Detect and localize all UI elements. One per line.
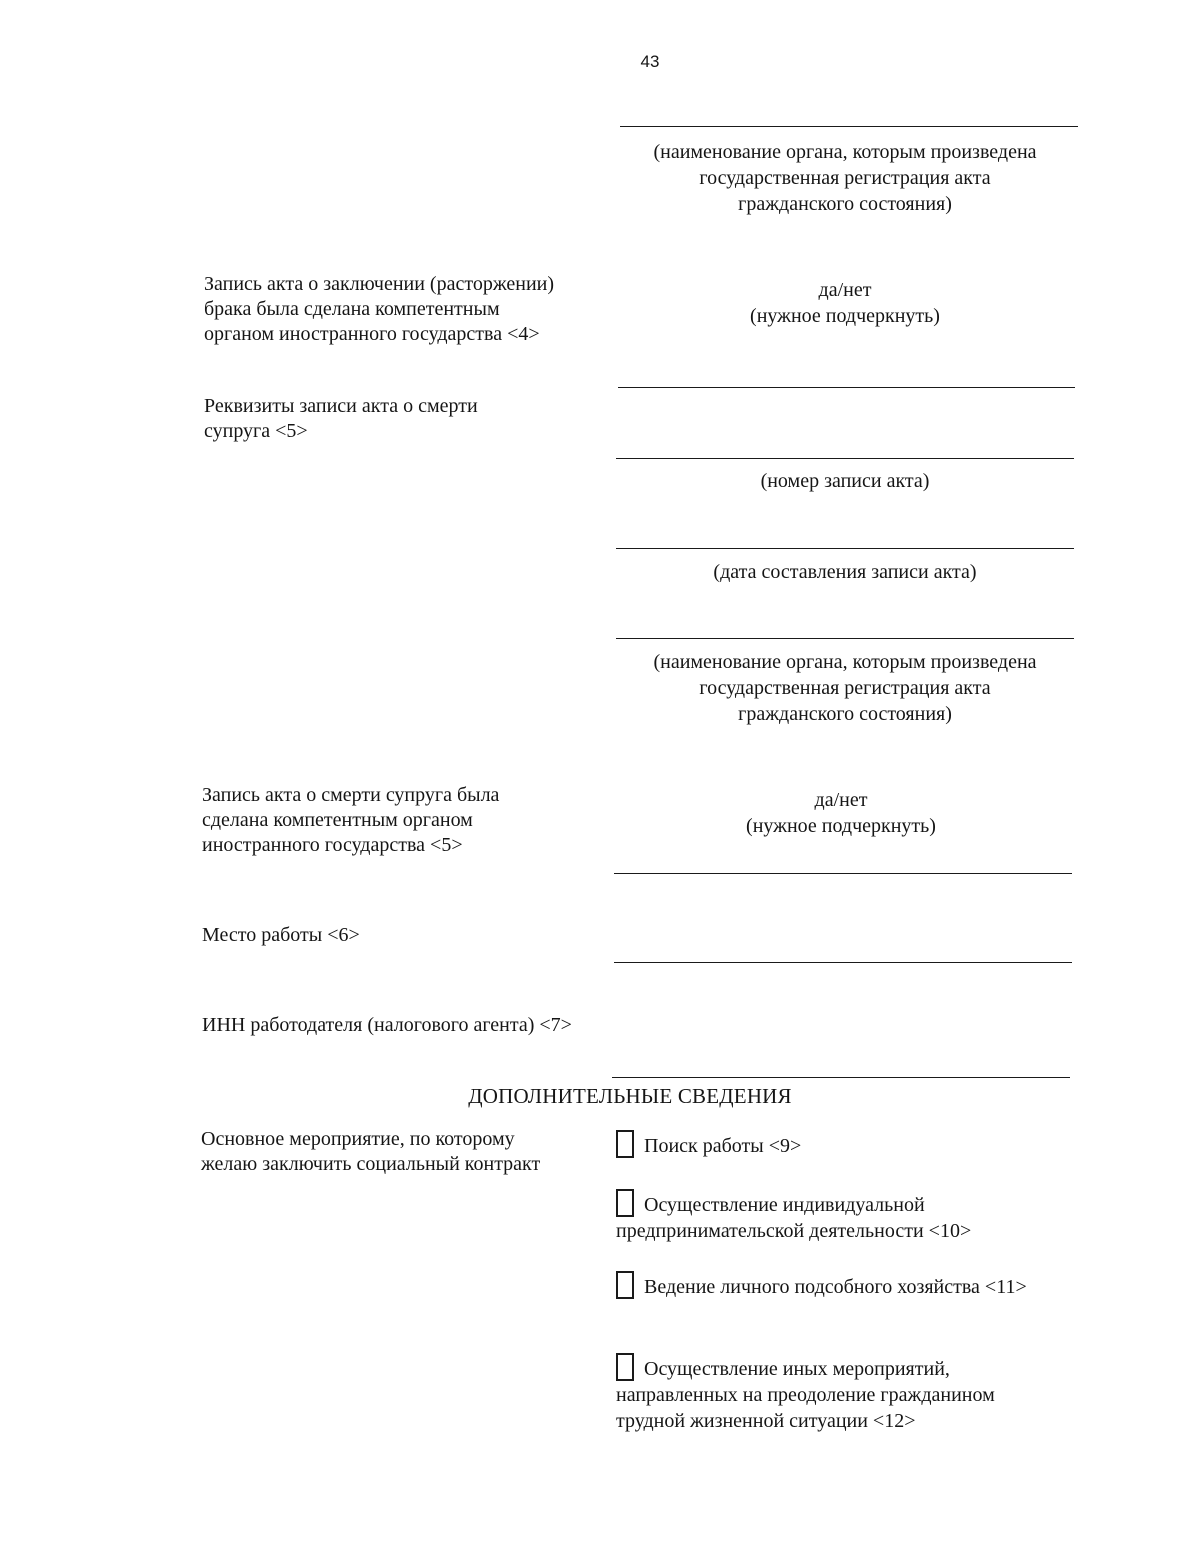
option-job-search-label: Поиск работы <9> xyxy=(644,1135,802,1157)
marriage-foreign-yes-no[interactable]: да/нет (нужное подчеркнуть) xyxy=(750,279,940,327)
authority-caption-1: (наименование органа, которым произведена государственная регистрация акта гражданского состояния) xyxy=(653,141,1037,215)
additional-section-title: ДОПОЛНИТЕЛЬНЫЕ СВЕДЕНИЯ xyxy=(468,1084,792,1108)
workplace-line[interactable] xyxy=(614,962,1072,963)
death-authority-caption: (наименование органа, которым произведена государственная регистрация акта гражданского состояния) xyxy=(653,651,1037,725)
death-record-label: Реквизиты записи акта о смерти супруга <5> xyxy=(204,395,478,442)
death-record-number-line[interactable] xyxy=(616,458,1074,459)
employer-inn-line[interactable] xyxy=(612,1077,1070,1078)
option-job-search xyxy=(616,1130,1066,1159)
death-record-date-line[interactable] xyxy=(616,548,1074,549)
page-number: 43 xyxy=(640,52,660,71)
option-entrepreneurship xyxy=(616,1189,1066,1244)
death-foreign-yes-no[interactable]: да/нет (нужное подчеркнуть) xyxy=(746,789,936,837)
checkbox-job-search[interactable] xyxy=(616,1130,634,1158)
option-household xyxy=(616,1271,1066,1300)
employer-inn-label: ИНН работодателя (налогового агента) <7> xyxy=(202,1014,572,1036)
checkbox-entrepreneurship[interactable] xyxy=(616,1189,634,1217)
option-other-measures xyxy=(616,1353,1046,1434)
checkbox-other-measures[interactable] xyxy=(616,1353,634,1381)
option-entrepreneurship-label: Осуществление индивидуальной предпринимательской деятельности <10> xyxy=(616,1194,972,1242)
marriage-foreign-line[interactable] xyxy=(618,387,1075,388)
option-other-measures-label: Осуществление иных мероприятий, направленных на преодоление гражданином трудной жизненной ситуации <12> xyxy=(616,1358,995,1432)
main-activity-label: Основное мероприятие, по которому желаю заключить социальный контракт xyxy=(201,1128,541,1175)
death-foreign-label: Запись акта о смерти супруга была сделана компетентным органом иностранного государства <5> xyxy=(202,784,500,856)
death-foreign-line[interactable] xyxy=(614,873,1072,874)
authority-line-1[interactable] xyxy=(620,126,1078,127)
workplace-label: Место работы <6> xyxy=(202,924,360,946)
checkbox-household[interactable] xyxy=(616,1271,634,1299)
death-authority-line[interactable] xyxy=(616,638,1074,639)
death-record-number-caption: (номер записи акта) xyxy=(760,470,930,492)
marriage-foreign-label: Запись акта о заключении (расторжении) брака была сделана компетентным органом иностранного государства <4> xyxy=(204,273,555,345)
option-household-label: Ведение личного подсобного хозяйства <11> xyxy=(644,1276,1027,1298)
death-record-date-caption: (дата составления записи акта) xyxy=(713,561,977,583)
